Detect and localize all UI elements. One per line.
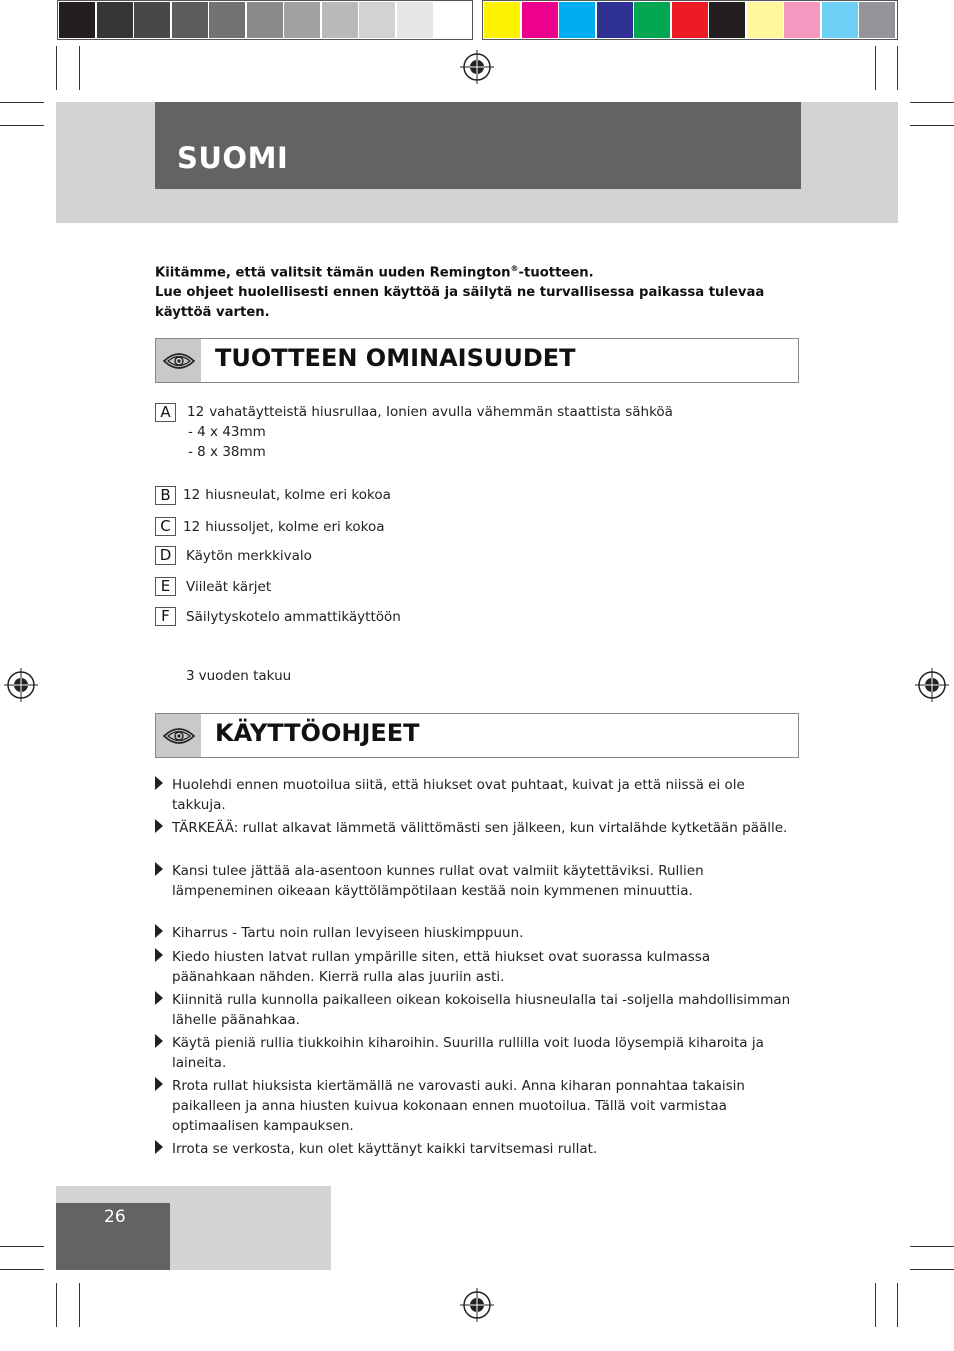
bullet-icon <box>155 948 163 962</box>
bullet-icon <box>155 1077 163 1091</box>
color-swatch <box>484 2 520 38</box>
feature-item-f: Säilytyskotelo ammattikäyttöön <box>186 609 401 625</box>
registration-mark-icon <box>4 668 38 702</box>
intro-line-2: Lue ohjeet huolellisesti ennen käyttöä ja säilytä ne turvallisessa paikassa tulevaa käyttöä varten. <box>155 285 765 321</box>
color-swatch <box>822 2 858 38</box>
bullet-icon <box>155 1034 163 1048</box>
instruction-item-1: Huolehdi ennen muotoilua siitä, että hiukset ovat puhtaat, kuivat ja että niissä ei ole takkuja. <box>172 777 745 813</box>
color-swatch <box>597 2 633 38</box>
instruction-item-2: TÄRKEÄÄ: rullat alkavat lämmetä välittömästi sen jälkeen, kun virtalähde kytketään päälle. <box>172 820 788 836</box>
instruction-item-8: Rrota rullat hiuksista kiertämällä ne varovasti auki. Anna kiharan ponnahtaa takaisin paikalleen ja anna hiusten kuivua kokonaan ennen muotoilua. Tällä voit varmistaa optimaalisen kampauksen. <box>172 1078 745 1134</box>
color-swatch <box>859 2 895 38</box>
features-section-header <box>155 338 799 383</box>
feature-letter-b: B <box>155 486 176 505</box>
gray-swatch <box>172 2 208 38</box>
feature-subitem-1: - 4 x 43mm <box>188 424 266 440</box>
intro-line-1: Kiitämme, että valitsit tämän uuden Remington®-tuotteen. <box>155 264 594 281</box>
gray-swatch <box>59 2 95 38</box>
feature-letter-d: D <box>155 546 176 565</box>
color-swatch <box>709 2 745 38</box>
bullet-icon <box>155 862 163 876</box>
feature-letter-f: F <box>155 607 176 626</box>
bullet-icon <box>155 991 163 1005</box>
color-swatch <box>559 2 595 38</box>
gray-swatch <box>397 2 433 38</box>
feature-letter-c: C <box>155 517 176 536</box>
page-number: 26 <box>104 1207 126 1227</box>
bullet-icon <box>155 1140 163 1154</box>
color-swatch <box>522 2 558 38</box>
instruction-item-6: Kiinnitä rulla kunnolla paikalleen oikean kokoisella hiusneulalla tai -soljella mahdollisimman lähelle päänahkaa. <box>172 992 791 1028</box>
eye-icon <box>156 339 201 382</box>
feature-letter-a: A <box>155 403 176 422</box>
gray-swatch <box>134 2 170 38</box>
gray-swatch <box>359 2 395 38</box>
color-swatch <box>672 2 708 38</box>
bullet-icon <box>155 924 163 938</box>
registration-mark-icon <box>460 50 494 84</box>
gray-swatch <box>322 2 358 38</box>
gray-swatch <box>434 2 470 38</box>
instruction-item-3: Kansi tulee jättää ala-asentoon kunnes rullat ovat valmiit käytettäviksi. Rullien lämpeneminen oikeaan käyttölämpötilaan kestää noin kymmenen minuuttia. <box>172 863 704 899</box>
instruction-item-5: Kiedo hiusten latvat rullan ympärille siten, että hiukset ovat suorassa kulmassa päänahkaan nähden. Kierrä rulla alas juuriin asti. <box>172 949 711 985</box>
feature-item-b: 12 hiusneulat, kolme eri kokoa <box>183 487 391 503</box>
feature-item-e: Viileät kärjet <box>186 579 272 595</box>
intro-text <box>155 259 795 323</box>
instructions-section-header <box>155 713 799 758</box>
bullet-icon <box>155 776 163 790</box>
color-swatch <box>634 2 670 38</box>
registration-mark-icon <box>460 1288 494 1322</box>
feature-item-a: 12 vahatäytteistä hiusrullaa, Ionien avulla vähemmän staattista sähköä <box>187 404 673 420</box>
registration-mark-icon <box>915 668 949 702</box>
instruction-item-7: Käytä pieniä rullia tiukkoihin kiharoihin. Suurilla rullilla voit luoda löysempiä kiharoita ja laineita. <box>172 1035 764 1071</box>
features-title: TUOTTEEN OMINAISUUDET <box>215 344 576 372</box>
instructions-title: KÄYTTÖOHJEET <box>215 719 420 747</box>
gray-swatch <box>247 2 283 38</box>
feature-letter-e: E <box>155 577 176 596</box>
color-swatch <box>747 2 783 38</box>
instruction-item-4: Kiharrus - Tartu noin rullan levyiseen hiuskimppuun. <box>172 925 524 941</box>
instruction-item-9: Irrota se verkosta, kun olet käyttänyt kaikki tarvitsemasi rullat. <box>172 1141 598 1157</box>
feature-item-c: 12 hiussoljet, kolme eri kokoa <box>183 519 385 535</box>
feature-subitem-2: - 8 x 38mm <box>188 444 266 460</box>
color-swatch <box>784 2 820 38</box>
gray-swatch <box>209 2 245 38</box>
warranty-text: 3 vuoden takuu <box>186 668 292 684</box>
gray-swatch <box>97 2 133 38</box>
bullet-icon <box>155 819 163 833</box>
gray-swatch <box>284 2 320 38</box>
page-title: SUOMI <box>177 141 289 175</box>
eye-icon <box>156 714 201 757</box>
feature-item-d: Käytön merkkivalo <box>186 548 312 564</box>
